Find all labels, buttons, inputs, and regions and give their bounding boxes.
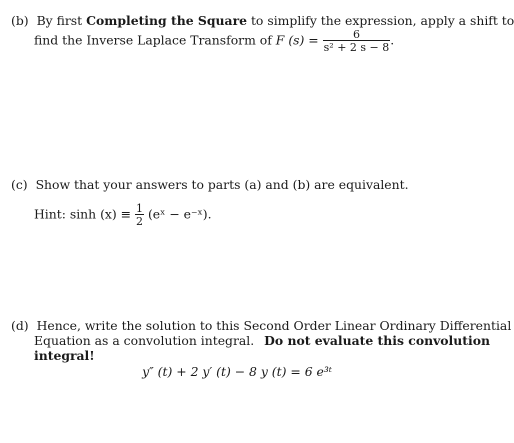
part-d-line-2-bold: Do not evaluate this convolution bbox=[264, 333, 490, 348]
part-b-line-1 bbox=[11, 13, 514, 28]
part-b-period: . bbox=[390, 32, 395, 48]
ode-equation: y″ (t) + 2 y′ (t) − 8 y (t) = 6 e³ᵗ bbox=[142, 364, 332, 379]
part-d-equation bbox=[0, 364, 474, 379]
hint-rhs: (eˣ − e⁻ˣ). bbox=[147, 206, 212, 222]
part-b-line-2 bbox=[34, 29, 394, 53]
part-d-line-2 bbox=[34, 333, 490, 348]
hint-fraction bbox=[135, 203, 144, 227]
part-b-function: F (s) = bbox=[275, 32, 319, 48]
part-b-bold-text: Completing the Square bbox=[86, 13, 247, 28]
part-c-label: (c) bbox=[11, 177, 28, 192]
hint-fraction-numerator: 1 bbox=[136, 202, 144, 215]
part-c-text: Show that your answers to parts (a) and (b) are equivalent. bbox=[35, 177, 409, 192]
hint-lhs: sinh (x) ≡ bbox=[69, 206, 132, 222]
part-b-fraction-denominator: s² + 2 s − 8 bbox=[323, 41, 390, 54]
part-c-line-1 bbox=[11, 177, 409, 192]
part-d-line-1-text: Hence, write the solution to this Second Order Linear Ordinary Differential bbox=[36, 318, 512, 333]
part-b-text-2: to simplify the expression, apply a shift to bbox=[250, 13, 514, 28]
part-b-text-1: By first bbox=[36, 13, 83, 28]
part-d-line-3-bold: integral! bbox=[34, 348, 95, 363]
part-c-hint bbox=[34, 203, 212, 227]
part-d-line-1 bbox=[11, 318, 511, 333]
part-b-fraction bbox=[323, 29, 391, 53]
part-b-label: (b) bbox=[11, 13, 29, 28]
part-d-line-2-plain: Equation as a convolution integral. bbox=[34, 333, 255, 348]
hint-fraction-denominator: 2 bbox=[136, 215, 144, 228]
part-b-fraction-numerator: 6 bbox=[352, 28, 360, 41]
part-d-line-3 bbox=[34, 348, 95, 363]
part-b-line-2-text: find the Inverse Laplace Transform of bbox=[34, 32, 272, 48]
hint-label: Hint: bbox=[34, 206, 66, 222]
part-d-label: (d) bbox=[11, 318, 29, 333]
